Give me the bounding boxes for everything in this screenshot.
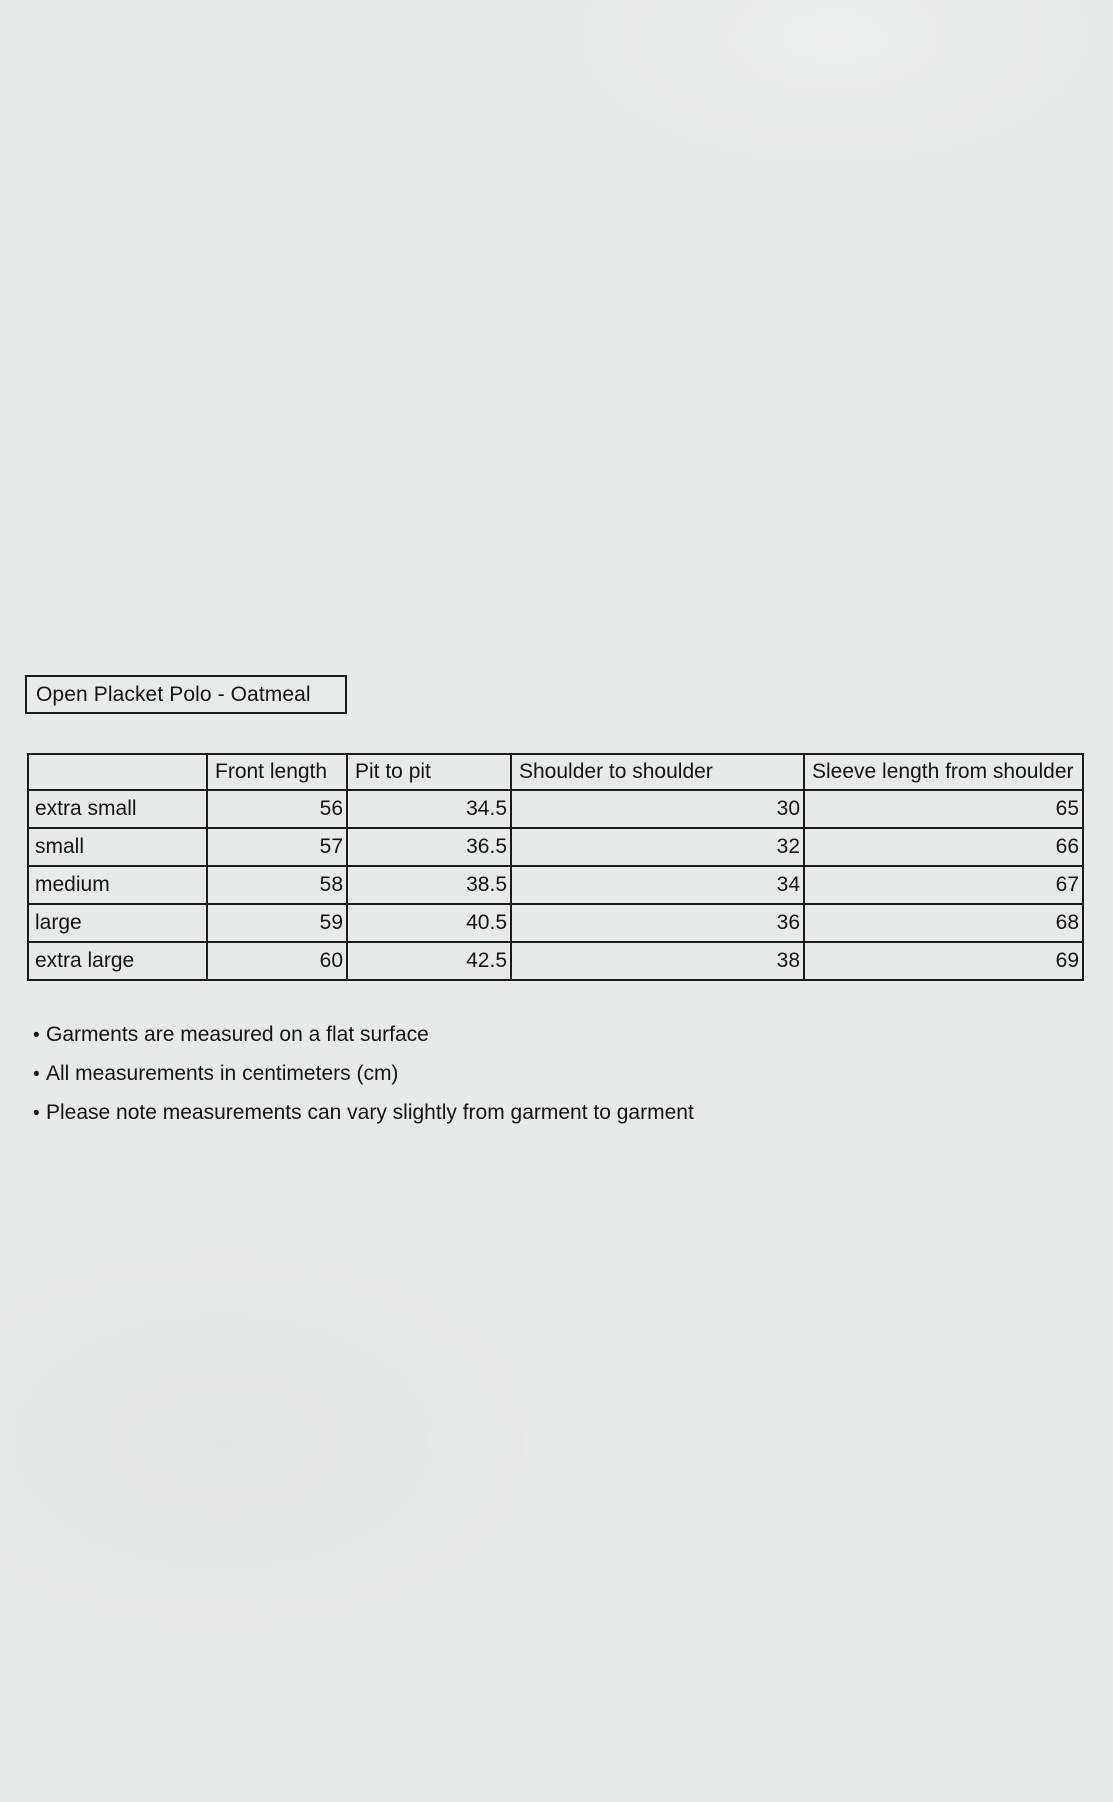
sleeve-length-cell: 67 [804, 866, 1083, 904]
pit-to-pit-cell: 42.5 [347, 942, 511, 980]
table-row-medium [28, 866, 1083, 904]
sleeve-length-cell: 65 [804, 790, 1083, 828]
shoulder-to-shoulder-cell: 34 [511, 866, 804, 904]
front-length-cell: 59 [207, 904, 347, 942]
note-text: Please note measurements can vary slightly from garment to garment [46, 1101, 694, 1124]
pit-to-pit-cell: 38.5 [347, 866, 511, 904]
header-size-blank [28, 754, 207, 790]
header-sleeve-length: Sleeve length from shoulder [804, 754, 1083, 790]
note-item [33, 1016, 694, 1055]
header-row [28, 754, 1083, 790]
size-label-cell: small [28, 828, 207, 866]
size-label-cell: medium [28, 866, 207, 904]
bullet-icon: • [33, 1064, 40, 1085]
front-length-cell: 58 [207, 866, 347, 904]
size-label-cell: extra small [28, 790, 207, 828]
front-length-cell: 60 [207, 942, 347, 980]
pit-to-pit-cell: 34.5 [347, 790, 511, 828]
note-text: All measurements in centimeters (cm) [46, 1062, 399, 1085]
bullet-icon: • [33, 1025, 40, 1046]
size-chart-table [27, 753, 1084, 981]
header-pit-to-pit: Pit to pit [347, 754, 511, 790]
header-front-length: Front length [207, 754, 347, 790]
front-length-cell: 56 [207, 790, 347, 828]
note-item [33, 1094, 694, 1133]
note-item [33, 1055, 694, 1094]
table-row-extra-large [28, 942, 1083, 980]
shoulder-to-shoulder-cell: 38 [511, 942, 804, 980]
table-row-small [28, 828, 1083, 866]
size-label-cell: extra large [28, 942, 207, 980]
pit-to-pit-cell: 36.5 [347, 828, 511, 866]
product-title-box [25, 675, 347, 714]
sleeve-length-cell: 68 [804, 904, 1083, 942]
table-row-extra-small [28, 790, 1083, 828]
pit-to-pit-cell: 40.5 [347, 904, 511, 942]
table-row-large [28, 904, 1083, 942]
header-shoulder-to-shoulder: Shoulder to shoulder [511, 754, 804, 790]
sleeve-length-cell: 66 [804, 828, 1083, 866]
shoulder-to-shoulder-cell: 36 [511, 904, 804, 942]
note-text: Garments are measured on a flat surface [46, 1023, 429, 1046]
size-label-cell: large [28, 904, 207, 942]
front-length-cell: 57 [207, 828, 347, 866]
measurement-notes [33, 1016, 694, 1133]
bullet-icon: • [33, 1103, 40, 1124]
product-title: Open Placket Polo - Oatmeal [36, 682, 311, 706]
shoulder-to-shoulder-cell: 30 [511, 790, 804, 828]
sleeve-length-cell: 69 [804, 942, 1083, 980]
shoulder-to-shoulder-cell: 32 [511, 828, 804, 866]
